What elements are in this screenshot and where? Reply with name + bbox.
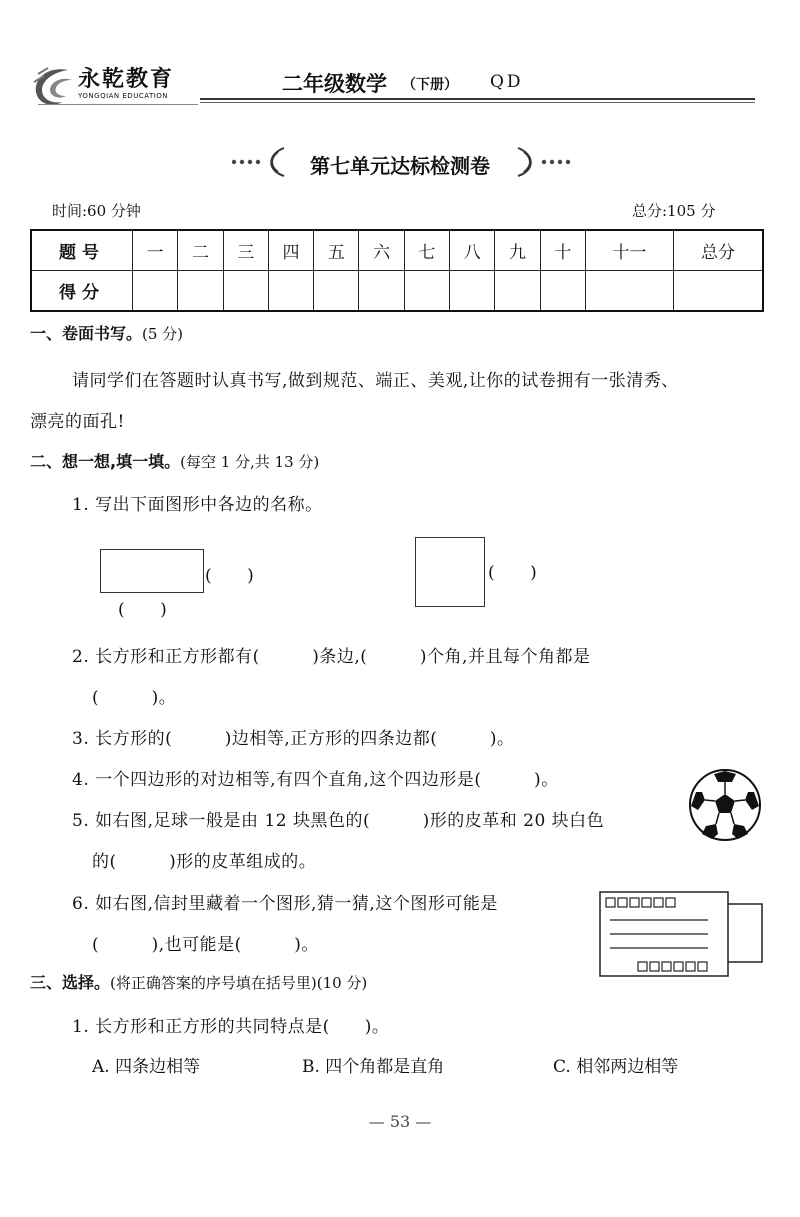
time-limit: 时间:60 分钟 <box>52 202 141 220</box>
answer-blank-square-side[interactable]: ( ) <box>488 563 538 583</box>
header-rule-left <box>38 104 198 105</box>
column-header: 六 <box>359 230 404 271</box>
column-header: 九 <box>495 230 540 271</box>
option-b[interactable]: B. 四个角都是直角 <box>302 1057 445 1077</box>
brand-name: 永乾教育 <box>78 66 175 92</box>
column-header: 十 <box>540 230 585 271</box>
score-cell[interactable] <box>178 271 223 312</box>
score-cell[interactable] <box>359 271 404 312</box>
score-cell[interactable] <box>540 271 585 312</box>
option-a[interactable]: A. 四条边相等 <box>92 1057 201 1077</box>
question-2-5: 5. 如右图,足球一般是由 12 块黑色的( )形的皮革和 20 块白色 <box>72 811 605 831</box>
column-header: 二 <box>178 230 223 271</box>
column-header: 八 <box>450 230 495 271</box>
envelope-icon <box>598 890 766 978</box>
column-header: 四 <box>268 230 313 271</box>
score-cell[interactable] <box>450 271 495 312</box>
volume-label: （下册） <box>402 77 458 93</box>
score-cell[interactable] <box>404 271 449 312</box>
page-number: — 53 — <box>368 1112 432 1131</box>
column-header: 五 <box>314 230 359 271</box>
score-cell[interactable] <box>314 271 359 312</box>
section-3-points: (将正确答案的序号填在括号里)(10 分) <box>110 974 368 992</box>
page-title: 二年级数学 <box>282 72 387 96</box>
score-cell[interactable] <box>674 271 763 312</box>
table-row <box>31 271 763 312</box>
option-c[interactable]: C. 相邻两边相等 <box>553 1057 679 1077</box>
question-3-1: 1. 长方形和正方形的共同特点是( )。 <box>72 1017 390 1037</box>
score-cell[interactable] <box>585 271 673 312</box>
header-rule <box>200 98 755 100</box>
section-1-heading <box>30 321 183 344</box>
question-2-5-cont: 的( )形的皮革组成的。 <box>92 852 317 872</box>
score-cell[interactable] <box>495 271 540 312</box>
brand-name-en: YONGQIAN EDUCATION <box>78 92 169 100</box>
row-label-question: 题号 <box>31 230 133 271</box>
column-header: 总分 <box>674 230 763 271</box>
section-2-points: (每空 1 分,共 13 分) <box>180 453 320 471</box>
soccer-ball-icon <box>688 768 762 842</box>
answer-blank-rect-length[interactable]: ( ) <box>118 600 168 620</box>
square-figure <box>415 537 485 607</box>
question-2-1: 1. 写出下面图形中各边的名称。 <box>72 495 323 515</box>
section-2-heading <box>30 449 319 472</box>
question-2-2: 2. 长方形和正方形都有( )条边,( )个角,并且每个角都是 <box>72 647 591 667</box>
header-rule-thin <box>200 102 755 103</box>
section-1-title: 一、卷面书写。 <box>30 324 143 343</box>
section-1-points: (5 分) <box>142 325 184 343</box>
question-2-6: 6. 如右图,信封里藏着一个图形,猜一猜,这个图形可能是 <box>72 894 498 914</box>
table-row <box>31 230 763 271</box>
section-3-title: 三、选择。 <box>30 973 111 992</box>
column-header: 三 <box>223 230 268 271</box>
rectangle-figure <box>100 549 204 593</box>
answer-blank-rect-width[interactable]: ( ) <box>205 566 255 586</box>
score-table <box>30 229 764 312</box>
total-score: 总分:105 分 <box>632 202 716 220</box>
score-cell[interactable] <box>133 271 178 312</box>
column-header: 七 <box>404 230 449 271</box>
section-1-text: 请同学们在答题时认真书写,做到规范、端正、美观,让你的试卷拥有一张清秀、 <box>72 371 679 391</box>
question-2-6-cont: ( ),也可能是( )。 <box>92 935 319 955</box>
section-1-text-cont: 漂亮的面孔! <box>30 412 125 432</box>
score-cell[interactable] <box>268 271 313 312</box>
question-2-2-cont: ( )。 <box>92 688 177 708</box>
score-cell[interactable] <box>223 271 268 312</box>
section-3-heading <box>30 970 367 993</box>
edition-code: QD <box>490 72 524 92</box>
row-label-score: 得分 <box>31 271 133 312</box>
column-header: 一 <box>133 230 178 271</box>
question-2-3: 3. 长方形的( )边相等,正方形的四条边都( )。 <box>72 729 515 749</box>
column-header: 十一 <box>585 230 673 271</box>
section-2-title: 二、想一想,填一填。 <box>30 452 181 471</box>
question-2-4: 4. 一个四边形的对边相等,有四个直角,这个四边形是( )。 <box>72 770 559 790</box>
test-title: 第七单元达标检测卷 <box>310 154 490 178</box>
